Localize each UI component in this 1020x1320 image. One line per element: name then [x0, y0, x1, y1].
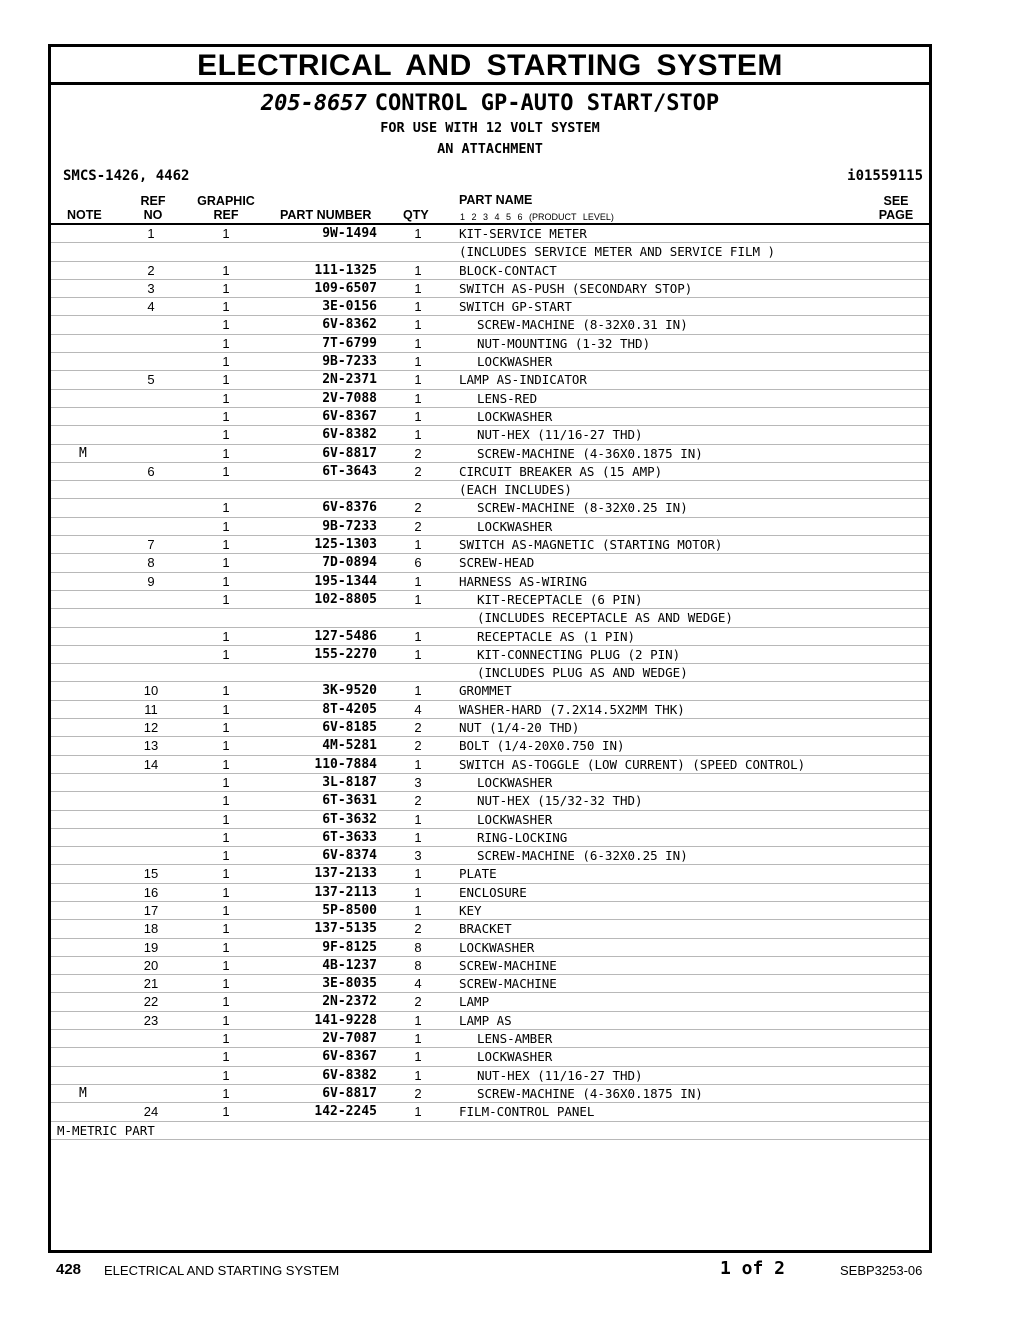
table-row: [51, 939, 929, 957]
table-row: [51, 811, 929, 829]
page-number: 428: [56, 1261, 82, 1278]
row-part-number: 127-5486: [314, 628, 377, 644]
table-row: [51, 371, 929, 389]
row-ref-no: 17: [143, 902, 159, 918]
table-row: [51, 884, 929, 902]
row-ref-no: 11: [144, 701, 158, 717]
row-part-name: HARNESS AS-WIRING: [459, 573, 587, 589]
row-qty: 2: [414, 463, 422, 479]
row-qty: 1: [414, 646, 422, 662]
row-part-name: SCREW-MACHINE (4-36X0.1875 IN): [477, 445, 703, 461]
row-part-number: 2N-2372: [322, 994, 377, 1010]
row-part-number: 125-1303: [314, 537, 377, 553]
table-row: [51, 353, 929, 371]
table-row: [51, 756, 929, 774]
row-part-number: 8T-4205: [322, 701, 377, 717]
row-part-number: 6V-8185: [322, 720, 377, 736]
table-row: [51, 609, 929, 627]
row-qty: 2: [414, 921, 422, 937]
row-graphic-ref: 1: [222, 1085, 230, 1101]
row-graphic-ref: 1: [222, 683, 230, 699]
row-part-name: LOCKWASHER: [477, 774, 553, 790]
row-part-number: 5P-8500: [322, 902, 377, 918]
col-graphic-top: GRAPHIC: [197, 194, 255, 208]
row-qty: 4: [414, 976, 422, 992]
row-part-number: 3E-0156: [322, 299, 377, 315]
row-ref-no: 8: [147, 555, 155, 571]
table-row: [51, 536, 929, 554]
row-part-number: 137-2133: [314, 866, 377, 882]
row-part-number: 6V-8382: [322, 1067, 377, 1083]
row-part-number: 155-2270: [314, 646, 377, 662]
row-graphic-ref: 1: [222, 408, 230, 424]
row-part-number: 141-9228: [314, 1012, 377, 1028]
row-part-name: SCREW-MACHINE (8-32X0.25 IN): [477, 500, 688, 516]
row-part-name: (EACH INCLUDES): [459, 482, 572, 498]
row-graphic-ref: 1: [222, 500, 230, 516]
table-row: [51, 829, 929, 847]
row-qty: 2: [414, 738, 422, 754]
row-part-number: 9F-8125: [322, 939, 377, 955]
row-qty: 6: [414, 555, 422, 571]
table-row: [51, 1103, 929, 1121]
table-row: [51, 1085, 929, 1103]
table-row: [51, 518, 929, 536]
metric-footnote: M-METRIC PART: [51, 1122, 929, 1140]
row-part-name: LOCKWASHER: [477, 1049, 553, 1065]
table-row: [51, 865, 929, 883]
row-graphic-ref: 1: [222, 738, 230, 754]
row-part-number: 6T-3633: [322, 829, 377, 845]
table-row: [51, 554, 929, 572]
row-graphic-ref: 1: [222, 555, 230, 571]
row-part-name: LOCKWASHER: [477, 354, 553, 370]
footer-section: ELECTRICAL AND STARTING SYSTEM: [104, 1263, 340, 1278]
col-ref-top: REF: [140, 194, 166, 208]
row-ref-no: 7: [147, 537, 155, 553]
row-part-number: 6V-8367: [322, 1049, 377, 1065]
row-graphic-ref: 1: [222, 537, 230, 553]
row-part-name: SCREW-MACHINE: [459, 957, 557, 973]
row-qty: 1: [414, 427, 422, 443]
row-qty: 4: [414, 701, 422, 717]
row-graphic-ref: 1: [222, 591, 230, 607]
table-row: [51, 499, 929, 517]
row-part-name: LENS-RED: [477, 390, 538, 406]
row-part-number: 6T-3631: [322, 793, 377, 809]
row-graphic-ref: 1: [222, 811, 230, 827]
row-part-number: 4B-1237: [322, 957, 377, 973]
row-qty: 1: [414, 884, 422, 900]
row-graphic-ref: 1: [222, 939, 230, 955]
row-qty: 3: [414, 774, 422, 790]
row-part-name: NUT-HEX (11/16-27 THD): [477, 1067, 643, 1083]
row-graphic-ref: 1: [222, 720, 230, 736]
row-part-name: (INCLUDES RECEPTACLE AS AND WEDGE): [477, 610, 733, 626]
row-part-name: SCREW-MACHINE (4-36X0.1875 IN): [477, 1085, 703, 1101]
row-part-number: 137-2113: [314, 884, 377, 900]
row-graphic-ref: 1: [222, 1031, 230, 1047]
row-part-number: 142-2245: [314, 1104, 377, 1120]
row-qty: 2: [414, 500, 422, 516]
row-qty: 1: [414, 591, 422, 607]
row-qty: 1: [414, 866, 422, 882]
row-part-name: NUT-HEX (15/32-32 THD): [477, 793, 643, 809]
row-part-number: 6V-8362: [322, 317, 377, 333]
table-row: [51, 792, 929, 810]
row-part-number: 7T-6799: [322, 335, 377, 351]
row-qty: 1: [414, 1104, 422, 1120]
parts-table: [51, 225, 929, 1140]
row-part-name: KIT-RECEPTACLE (6 PIN): [477, 591, 643, 607]
row-ref-no: 20: [143, 957, 159, 973]
row-part-name: ENCLOSURE: [459, 884, 527, 900]
table-row: [51, 664, 929, 682]
row-graphic-ref: 1: [222, 902, 230, 918]
row-part-number: 6V-8382: [322, 427, 377, 443]
title-box: [51, 47, 929, 85]
row-part-name: RING-LOCKING: [477, 829, 568, 845]
row-graphic-ref: 1: [222, 317, 230, 333]
row-part-name: PLATE: [459, 866, 497, 882]
row-part-name: NUT (1/4-20 THD): [459, 720, 580, 736]
row-graphic-ref: 1: [222, 390, 230, 406]
row-qty: 1: [414, 756, 422, 772]
row-graphic-ref: 1: [222, 701, 230, 717]
row-graphic-ref: 1: [222, 226, 230, 241]
table-row: [51, 280, 929, 298]
row-part-name: LAMP: [459, 994, 490, 1010]
row-qty: 1: [414, 280, 422, 296]
row-qty: 1: [414, 226, 422, 241]
col-note: NOTE: [67, 208, 102, 222]
row-graphic-ref: 1: [222, 829, 230, 845]
row-part-number: 2V-7087: [322, 1031, 377, 1047]
table-row: [51, 774, 929, 792]
row-graphic-ref: 1: [222, 866, 230, 882]
row-part-number: 6T-3643: [322, 463, 377, 479]
row-note: M: [79, 1085, 87, 1101]
row-graphic-ref: 1: [222, 1049, 230, 1065]
row-qty: 3: [414, 848, 422, 864]
row-part-number: 3E-8035: [322, 976, 377, 992]
row-part-number: 109-6507: [314, 280, 377, 296]
row-part-name: SCREW-MACHINE: [459, 976, 557, 992]
row-qty: 1: [414, 902, 422, 918]
row-qty: 8: [414, 939, 422, 955]
row-graphic-ref: 1: [222, 957, 230, 973]
col-part-number: PART NUMBER: [280, 208, 372, 222]
row-ref-no: 23: [143, 1012, 159, 1028]
row-qty: 2: [414, 1085, 422, 1101]
row-graphic-ref: 1: [222, 518, 230, 534]
row-part-name: LAMP AS-INDICATOR: [459, 372, 587, 388]
row-part-number: 4M-5281: [322, 738, 377, 754]
row-part-name: SWITCH AS-TOGGLE (LOW CURRENT) (SPEED CONTROL): [459, 756, 806, 772]
row-graphic-ref: 1: [222, 756, 230, 772]
row-qty: 1: [414, 1049, 422, 1065]
table-row: [51, 1030, 929, 1048]
row-graphic-ref: 1: [222, 976, 230, 992]
row-qty: 1: [414, 1012, 422, 1028]
col-ref-bottom: NO: [143, 208, 163, 222]
row-graphic-ref: 1: [222, 1067, 230, 1083]
row-ref-no: 3: [147, 280, 155, 296]
row-qty: 1: [414, 573, 422, 589]
row-part-name: KIT-CONNECTING PLUG (2 PIN): [477, 646, 681, 662]
row-qty: 2: [414, 445, 422, 461]
col-see-bottom: PAGE: [878, 208, 914, 222]
row-part-name: FILM-CONTROL PANEL: [459, 1104, 595, 1120]
table-row: [51, 701, 929, 719]
table-row: [51, 737, 929, 755]
row-part-number: 195-1344: [314, 573, 377, 589]
row-part-number: 102-8805: [314, 591, 377, 607]
col-qty: QTY: [403, 208, 429, 222]
row-part-number: 9W-1494: [322, 226, 377, 241]
table-row: [51, 993, 929, 1011]
row-graphic-ref: 1: [222, 848, 230, 864]
row-graphic-ref: 1: [222, 884, 230, 900]
row-part-name: SWITCH AS-MAGNETIC (STARTING MOTOR): [459, 537, 723, 553]
row-ref-no: 6: [147, 463, 155, 479]
table-row: [51, 1067, 929, 1085]
table-row: [51, 920, 929, 938]
table-row: [51, 902, 929, 920]
row-part-name: LOCKWASHER: [477, 408, 553, 424]
row-graphic-ref: 1: [222, 299, 230, 315]
row-part-name: BOLT (1/4-20X0.750 IN): [459, 738, 625, 754]
row-qty: 1: [414, 317, 422, 333]
col-see-top: SEE: [883, 194, 909, 208]
row-graphic-ref: 1: [222, 573, 230, 589]
table-row: [51, 975, 929, 993]
group-description: CONTROL GP-AUTO START/STOP: [374, 91, 720, 116]
table-row: [51, 445, 929, 463]
row-part-name: NUT-HEX (11/16-27 THD): [477, 427, 643, 443]
row-qty: 2: [414, 720, 422, 736]
row-part-number: 7D-0894: [322, 555, 377, 571]
row-graphic-ref: 1: [222, 646, 230, 662]
row-qty: 1: [414, 829, 422, 845]
row-ref-no: 16: [143, 884, 159, 900]
row-part-name: KEY: [459, 902, 482, 918]
row-part-number: 3L-8187: [322, 774, 377, 790]
row-part-number: 2N-2371: [322, 372, 377, 388]
table-row: [51, 1048, 929, 1066]
table-row: [51, 262, 929, 280]
table-row: [51, 682, 929, 700]
row-graphic-ref: 1: [222, 354, 230, 370]
row-part-number: 137-5135: [314, 921, 377, 937]
row-graphic-ref: 1: [222, 445, 230, 461]
table-row: [51, 481, 929, 499]
row-ref-no: 5: [147, 372, 155, 388]
table-row: [51, 463, 929, 481]
page-title: ELECTRICAL AND STARTING SYSTEM: [197, 49, 783, 82]
row-ref-no: 13: [143, 738, 159, 754]
row-qty: 1: [414, 372, 422, 388]
row-ref-no: 24: [143, 1104, 159, 1120]
row-part-number: 111-1325: [314, 262, 377, 278]
row-part-name: (INCLUDES SERVICE METER AND SERVICE FILM ): [459, 244, 776, 260]
row-part-name: SCREW-HEAD: [459, 555, 535, 571]
table-row: [51, 573, 929, 591]
row-graphic-ref: 1: [222, 280, 230, 296]
row-ref-no: 12: [143, 720, 159, 736]
row-part-name: (INCLUDES PLUG AS AND WEDGE): [477, 665, 688, 681]
row-graphic-ref: 1: [222, 628, 230, 644]
smcs-code: SMCS-1426, 4462: [63, 168, 190, 184]
row-part-name: CIRCUIT BREAKER AS (15 AMP): [459, 463, 663, 479]
table-row: [51, 719, 929, 737]
row-ref-no: 18: [143, 921, 159, 937]
row-part-name: LENS-AMBER: [477, 1031, 553, 1047]
row-graphic-ref: 1: [222, 335, 230, 351]
row-ref-no: 1: [147, 226, 155, 241]
table-row: [51, 1012, 929, 1030]
row-qty: 1: [414, 537, 422, 553]
illustration-id: i01559115: [847, 168, 923, 184]
table-row: [51, 847, 929, 865]
attachment-line: AN ATTACHMENT: [437, 141, 543, 157]
row-graphic-ref: 1: [222, 774, 230, 790]
row-qty: 2: [414, 994, 422, 1010]
row-graphic-ref: 1: [222, 463, 230, 479]
row-part-number: 6V-8817: [322, 445, 377, 461]
row-part-number: 9B-7233: [322, 354, 377, 370]
row-qty: 2: [414, 518, 422, 534]
row-qty: 1: [414, 1067, 422, 1083]
row-graphic-ref: 1: [222, 372, 230, 388]
row-graphic-ref: 1: [222, 427, 230, 443]
row-part-name: SCREW-MACHINE (8-32X0.31 IN): [477, 317, 688, 333]
table-row: [51, 225, 929, 243]
row-part-name: GROMMET: [459, 683, 512, 699]
row-part-name: LOCKWASHER: [459, 939, 535, 955]
table-row: [51, 316, 929, 334]
row-ref-no: 4: [147, 299, 155, 315]
row-part-number: 110-7884: [314, 756, 377, 772]
table-row: [51, 390, 929, 408]
row-part-number: 6V-8376: [322, 500, 377, 516]
table-row: [51, 591, 929, 609]
row-graphic-ref: 1: [222, 1104, 230, 1120]
table-row: [51, 298, 929, 316]
row-part-name: WASHER-HARD (7.2X14.5X2MM THK): [459, 701, 685, 717]
row-ref-no: 21: [143, 976, 159, 992]
row-graphic-ref: 1: [222, 994, 230, 1010]
row-ref-no: 2: [147, 262, 155, 278]
row-ref-no: 9: [147, 573, 155, 589]
row-part-number: 6V-8374: [322, 848, 377, 864]
row-part-number: 9B-7233: [322, 518, 377, 534]
row-ref-no: 10: [143, 683, 159, 699]
row-qty: 1: [414, 1031, 422, 1047]
row-qty: 1: [414, 683, 422, 699]
row-qty: 1: [414, 628, 422, 644]
row-part-number: 6V-8367: [322, 408, 377, 424]
group-title: [51, 91, 929, 116]
row-part-number: 2V-7088: [322, 390, 377, 406]
row-part-name: BRACKET: [459, 921, 512, 937]
table-row: [51, 957, 929, 975]
row-part-name: NUT-MOUNTING (1-32 THD): [477, 335, 651, 351]
page-frame: [48, 44, 932, 1253]
row-qty: 1: [414, 811, 422, 827]
row-qty: 1: [414, 262, 422, 278]
row-graphic-ref: 1: [222, 1012, 230, 1028]
row-part-name: SWITCH GP-START: [459, 299, 572, 315]
table-row: [51, 408, 929, 426]
table-row: [51, 628, 929, 646]
row-ref-no: 22: [143, 994, 159, 1010]
table-row: [51, 243, 929, 261]
table-row: [51, 426, 929, 444]
col-part-name: PART NAME: [459, 193, 533, 207]
col-product-level: 1 2 3 4 5 6 (PRODUCT LEVEL): [460, 212, 614, 222]
row-qty: 1: [414, 408, 422, 424]
row-qty: 1: [414, 354, 422, 370]
row-qty: 1: [414, 299, 422, 315]
table-row: [51, 646, 929, 664]
col-graphic-bottom: REF: [213, 208, 239, 222]
table-row: [51, 335, 929, 353]
row-part-number: 6T-3632: [322, 811, 377, 827]
row-ref-no: 15: [143, 866, 159, 882]
row-part-name: LOCKWASHER: [477, 518, 553, 534]
row-part-name: SWITCH AS-PUSH (SECONDARY STOP): [459, 280, 693, 296]
row-part-number: 6V-8817: [322, 1085, 377, 1101]
row-graphic-ref: 1: [222, 262, 230, 278]
row-part-name: BLOCK-CONTACT: [459, 262, 557, 278]
row-part-name: SCREW-MACHINE (6-32X0.25 IN): [477, 848, 688, 864]
row-qty: 1: [414, 335, 422, 351]
row-part-name: LAMP AS: [459, 1012, 512, 1028]
row-qty: 1: [414, 390, 422, 406]
row-part-name: RECEPTACLE AS (1 PIN): [477, 628, 636, 644]
row-qty: 8: [414, 957, 422, 973]
row-qty: 2: [414, 793, 422, 809]
row-ref-no: 14: [143, 756, 159, 772]
use-line: FOR USE WITH 12 VOLT SYSTEM: [380, 120, 600, 136]
row-part-name: LOCKWASHER: [477, 811, 553, 827]
row-ref-no: 19: [143, 939, 159, 955]
group-part-number: 205-8657: [260, 91, 367, 116]
row-part-name: KIT-SERVICE METER: [459, 226, 587, 241]
row-note: M: [79, 445, 87, 461]
row-graphic-ref: 1: [222, 921, 230, 937]
row-graphic-ref: 1: [222, 793, 230, 809]
document-number: SEBP3253-06: [840, 1263, 923, 1278]
sheet-indicator: 1 of 2: [720, 1258, 786, 1279]
row-part-number: 3K-9520: [322, 683, 377, 699]
